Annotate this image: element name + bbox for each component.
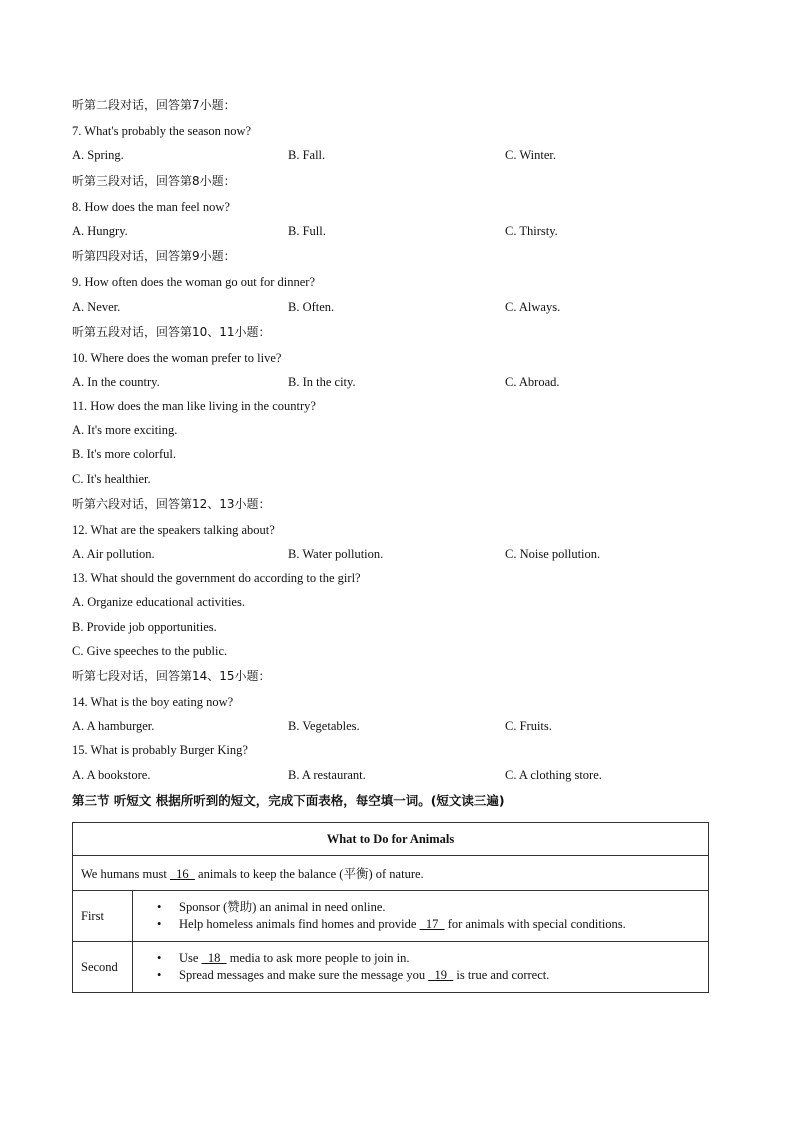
q9-option-c: C. Always. [505, 300, 561, 314]
section-header-8: 听第三段对话，回答第8小题： [72, 174, 236, 188]
second-b1-post: media to ask more people to join in. [226, 951, 410, 965]
q13-option-a: A. Organize educational activities. [72, 595, 245, 609]
section-header-7: 听第二段对话，回答第7小题： [72, 98, 236, 112]
intro-text-post: animals to keep the balance (平衡) of nature. [194, 867, 424, 881]
second-b2-pre: Spread messages and make sure the message you [179, 968, 429, 982]
q12-option-a: A. Air pollution. [72, 547, 155, 561]
question-12: 12. What are the speakers talking about? [72, 523, 275, 537]
section-header-9: 听第四段对话，回答第9小题： [72, 249, 236, 263]
first-bullets [133, 891, 709, 942]
q14-option-b: B. Vegetables. [288, 719, 360, 733]
q11-option-c: C. It's healthier. [72, 472, 151, 486]
section-header-14-15: 听第七段对话，回答第14、15小题： [72, 669, 271, 683]
question-14: 14. What is the boy eating now? [72, 695, 234, 709]
q12-option-c: C. Noise pollution. [505, 547, 601, 561]
q9-option-b: B. Often. [288, 300, 335, 314]
q15-option-c: C. A clothing store. [505, 768, 602, 782]
question-15: 15. What is probably Burger King? [72, 743, 248, 757]
question-9: 9. How often does the woman go out for dinner? [72, 275, 315, 289]
section-header-12-13: 听第六段对话，回答第12、13小题： [72, 497, 271, 511]
intro-text-pre: We humans must [81, 867, 170, 881]
animals-table [72, 822, 709, 993]
first-b2-pre: Help homeless animals find homes and provide [179, 917, 420, 931]
first-bullet-1: • Sponsor (赞助) an animal in need online. [179, 899, 700, 916]
q7-option-a: A. Spring. [72, 148, 124, 162]
question-7: 7. What's probably the season now? [72, 124, 252, 138]
q7-option-b: B. Fall. [288, 148, 326, 162]
q8-option-c: C. Thirsty. [505, 224, 558, 238]
q13-option-b: B. Provide job opportunities. [72, 620, 217, 634]
second-bullets [133, 942, 709, 993]
blank-16: 16 [169, 867, 195, 881]
row-label-second: Second [73, 942, 133, 993]
table-title: What to Do for Animals [73, 823, 709, 856]
first-bullet-2 [179, 916, 700, 933]
q13-option-c: C. Give speeches to the public. [72, 644, 228, 658]
second-b1-pre: Use [179, 951, 202, 965]
q15-option-a: A. A bookstore. [72, 768, 151, 782]
q8-option-b: B. Full. [288, 224, 326, 238]
q12-option-b: B. Water pollution. [288, 547, 384, 561]
q10-option-c: C. Abroad. [505, 375, 560, 389]
q11-option-a: A. It's more exciting. [72, 423, 178, 437]
second-bullet-2 [179, 967, 700, 984]
row-label-first: First [73, 891, 133, 942]
q10-option-a: A. In the country. [72, 375, 160, 389]
table-intro [73, 856, 709, 891]
blank-18: 18 [201, 951, 227, 965]
first-b2-post: for animals with special conditions. [444, 917, 626, 931]
second-bullet-1 [179, 950, 700, 967]
blank-19: 19 [428, 968, 454, 982]
q7-option-c: C. Winter. [505, 148, 557, 162]
q11-option-b: B. It's more colorful. [72, 447, 176, 461]
q10-option-b: B. In the city. [288, 375, 356, 389]
q14-option-c: C. Fruits. [505, 719, 552, 733]
q8-option-a: A. Hungry. [72, 224, 128, 238]
blank-17: 17 [419, 917, 445, 931]
q9-option-a: A. Never. [72, 300, 121, 314]
q14-option-a: A. A hamburger. [72, 719, 155, 733]
second-b2-post: is true and correct. [453, 968, 550, 982]
question-10: 10. Where does the woman prefer to live? [72, 351, 282, 365]
section-header-10-11: 听第五段对话，回答第10、11小题： [72, 325, 271, 339]
section3-heading: 第三节 听短文 根据所听到的短文，完成下面表格，每空填一词。(短文读三遍) [72, 793, 505, 808]
question-11: 11. How does the man like living in the country? [72, 399, 316, 413]
question-8: 8. How does the man feel now? [72, 200, 230, 214]
question-13: 13. What should the government do according to the girl? [72, 571, 361, 585]
q15-option-b: B. A restaurant. [288, 768, 366, 782]
